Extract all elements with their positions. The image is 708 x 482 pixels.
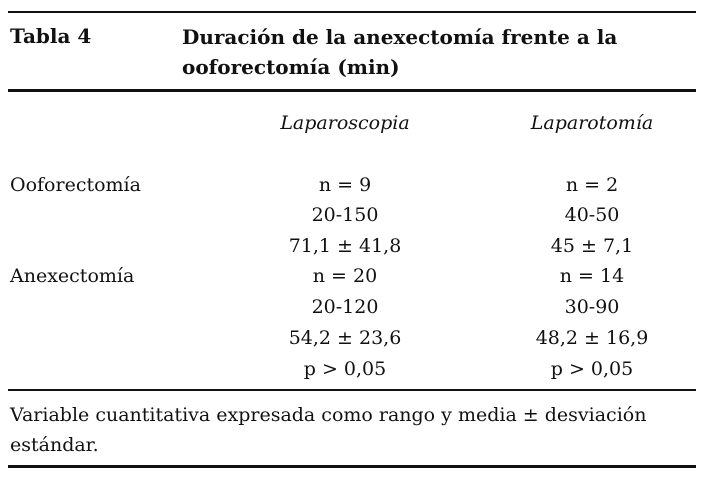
table-cell: 20-150: [311, 204, 379, 226]
column-header-laparotomia: Laparotomía: [530, 112, 654, 134]
table-cell: n = 9: [318, 174, 372, 196]
table-cell: n = 20: [312, 265, 378, 287]
table-cell: n = 14: [559, 265, 625, 287]
bottom-rule: [8, 465, 696, 468]
table-cell: p > 0,05: [550, 358, 634, 380]
group-label-anexectomia: Anexectomía: [10, 265, 135, 287]
table-title: Duración de la anexectomía frente a la ooforectomía (min): [182, 25, 618, 79]
group-label-ooforectomia: Ooforectomía: [10, 174, 141, 196]
footer-rule: [8, 389, 696, 391]
table-label: Tabla 4: [10, 24, 92, 48]
column-header-laparoscopia: Laparoscopia: [280, 112, 410, 134]
table-cell: 30-90: [564, 296, 620, 318]
table-cell: 40-50: [564, 204, 620, 226]
table-cell: p > 0,05: [303, 358, 387, 380]
table-cell: 45 ± 7,1: [550, 235, 634, 257]
table-cell: 54,2 ± 23,6: [288, 327, 402, 349]
top-rule: [8, 11, 696, 13]
table-footnote: Variable cuantitativa expresada como rango y media ± desviación estándar.: [10, 404, 647, 456]
table-cell: n = 2: [565, 174, 619, 196]
table-cell: 20-120: [311, 296, 379, 318]
table-cell: 71,1 ± 41,8: [288, 235, 402, 257]
table-cell: 48,2 ± 16,9: [535, 327, 649, 349]
header-rule: [8, 89, 696, 92]
